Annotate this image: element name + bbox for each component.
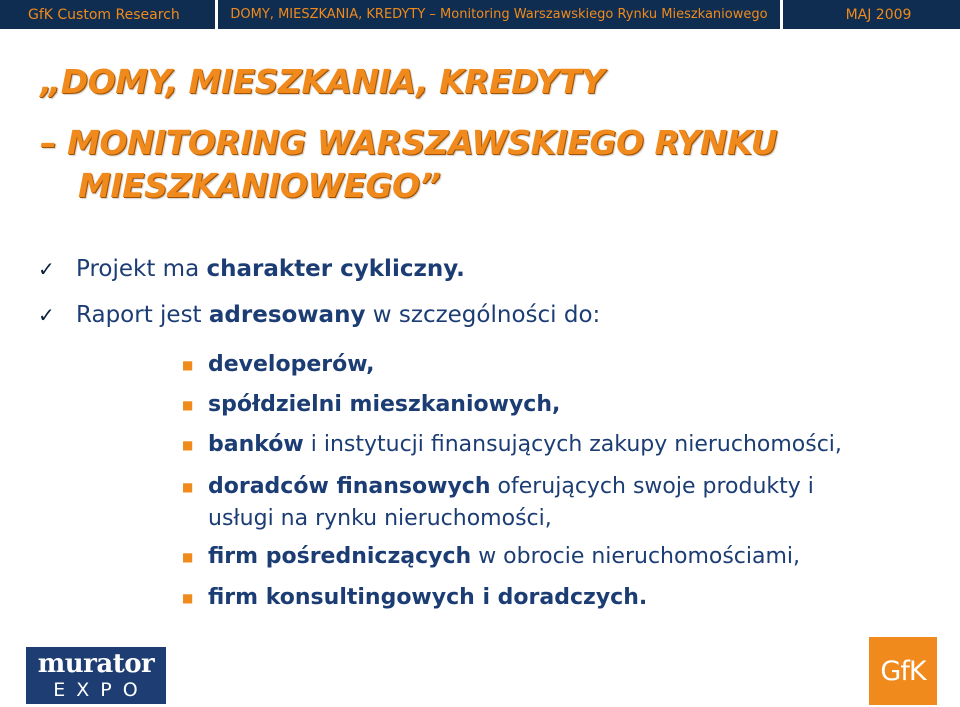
title-line-3: MIESZKANIOWEGO” [78, 166, 441, 205]
list-item-continuation: usługi na rynku nieruchomości, [208, 506, 552, 531]
title-line-2: – MONITORING WARSZAWSKIEGO RYNKU [40, 123, 778, 162]
check-item-report [38, 302, 600, 328]
list-item: ■ doradców finansowych oferujących swoje produkty i [182, 474, 814, 499]
square-bullet-icon: ■ [182, 357, 194, 372]
check-item-text: Raport jest adresowany w szczególności do: [76, 302, 601, 328]
list-item: ■ developerów, [182, 352, 375, 377]
square-bullet-icon: ■ [182, 437, 194, 452]
header-date: MAJ 2009 [783, 0, 960, 29]
gfk-logo: GfK [869, 637, 937, 705]
list-item: ■ banków i instytucji finansujących zakupy nieruchomości, [182, 432, 842, 457]
list-item: ■ firm konsultingowych i doradczych. [182, 585, 648, 610]
header-company: GfK Custom Research [0, 0, 215, 29]
checkmark-icon: ✓ [38, 303, 55, 327]
square-bullet-icon: ■ [182, 479, 194, 494]
expo-logo-text: EXPO [53, 679, 149, 701]
check-item-project [38, 256, 465, 282]
title-line-1: „DOMY, MIESZKANIA, KREDYTY [40, 62, 605, 101]
checkmark-icon: ✓ [38, 257, 55, 281]
murator-logo-text: murator [37, 649, 155, 679]
list-item: ■ firm pośredniczących w obrocie nieruchomościami, [182, 544, 801, 569]
square-bullet-icon: ■ [182, 549, 194, 564]
square-bullet-icon: ■ [182, 397, 194, 412]
header-title: DOMY, MIESZKANIA, KREDYTY – Monitoring Warszawskiego Rynku Mieszkaniowego [218, 0, 780, 29]
check-item-text: Projekt ma charakter cykliczny. [76, 256, 465, 282]
list-item: ■ spółdzielni mieszkaniowych, [182, 392, 561, 417]
header-bar [0, 0, 960, 29]
murator-expo-logo [26, 647, 166, 704]
square-bullet-icon: ■ [182, 590, 194, 605]
